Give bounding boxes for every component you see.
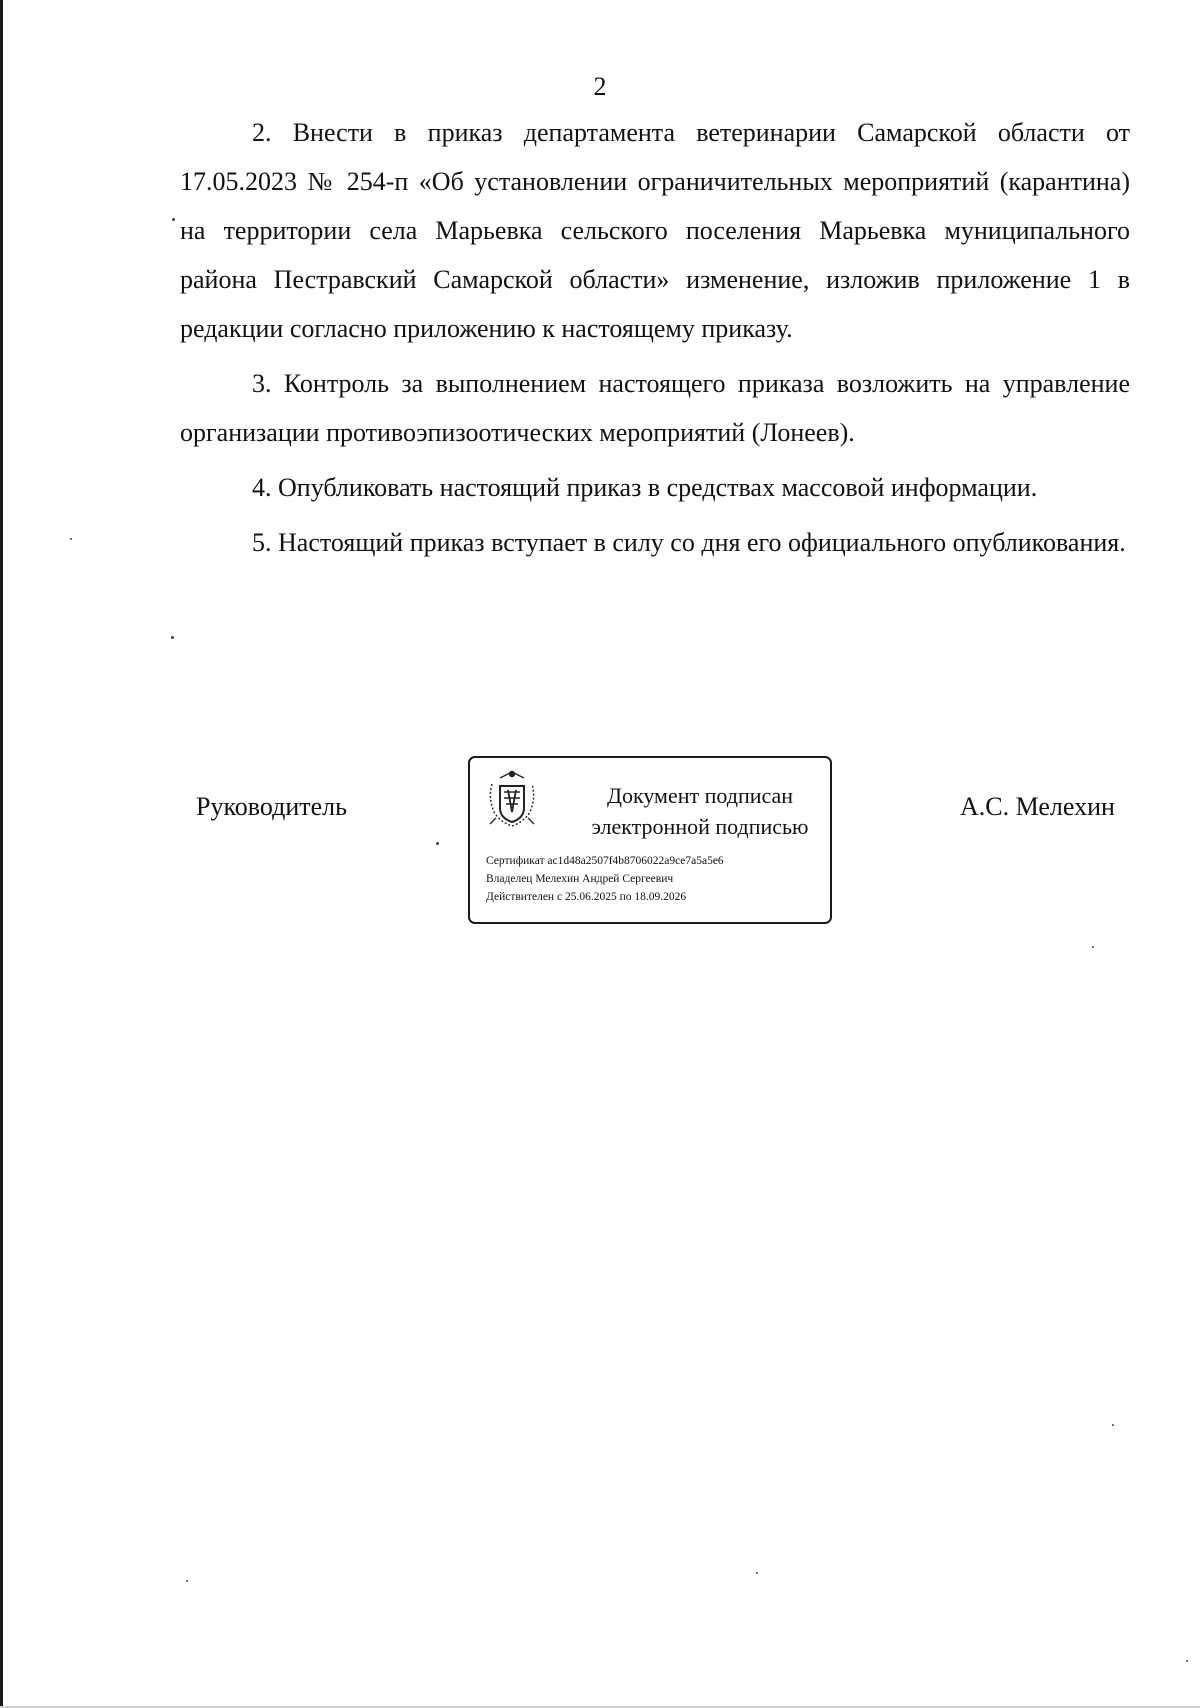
scan-speck bbox=[1112, 1424, 1114, 1426]
esig-owner: Владелец Мелехин Андрей Сергеевич bbox=[486, 873, 674, 885]
scan-speck bbox=[1186, 1660, 1188, 1662]
scan-edge-left bbox=[0, 0, 3, 1708]
scan-speck bbox=[171, 636, 174, 639]
document-body bbox=[180, 108, 1130, 573]
page-number: 2 bbox=[593, 72, 607, 101]
scan-speck bbox=[172, 218, 175, 221]
coat-of-arms-icon bbox=[486, 768, 538, 830]
scan-speck bbox=[70, 538, 72, 540]
signer-position: Руководитель bbox=[196, 792, 347, 821]
scan-speck bbox=[1092, 946, 1094, 948]
paragraph-3: 3. Контроль за выполнением настоящего приказа возложить на управление организации противоэпизоотических мероприятий (Лонеев). bbox=[180, 369, 1130, 447]
scan-speck bbox=[186, 1580, 188, 1582]
paragraph-4: 4. Опубликовать настоящий приказ в средствах массовой информации. bbox=[252, 473, 1038, 502]
esig-details bbox=[486, 852, 724, 906]
esig-heading-line1: Документ подписан bbox=[606, 783, 794, 808]
paragraph-2: 2. Внести в приказ департамента ветеринарии Самарской области от 17.05.2023 № 254-п «Об установлении ограничительных мероприятий (карантина) на территории села Марьевка сельского поселения Марьевка муниципального района Пестравский Самарской области» изменение, изложив приложение 1 в редакции согласно приложению к настоящему приказу. bbox=[180, 118, 1130, 343]
electronic-signature-stamp bbox=[468, 756, 832, 924]
paragraph-5: 5. Настоящий приказ вступает в силу со дня его официального опубликования. bbox=[252, 528, 1126, 557]
esig-heading bbox=[580, 780, 820, 842]
esig-certificate: Сертификат ac1d48a2507f4b8706022a9ce7a5a5e6 bbox=[486, 855, 724, 867]
scan-speck bbox=[436, 842, 439, 845]
esig-validity: Действителен с 25.06.2025 по 18.09.2026 bbox=[486, 891, 687, 903]
scan-speck bbox=[756, 1572, 758, 1574]
signer-name: А.С. Мелехин bbox=[960, 792, 1115, 821]
esig-heading-line2: электронной подписью bbox=[591, 814, 809, 839]
